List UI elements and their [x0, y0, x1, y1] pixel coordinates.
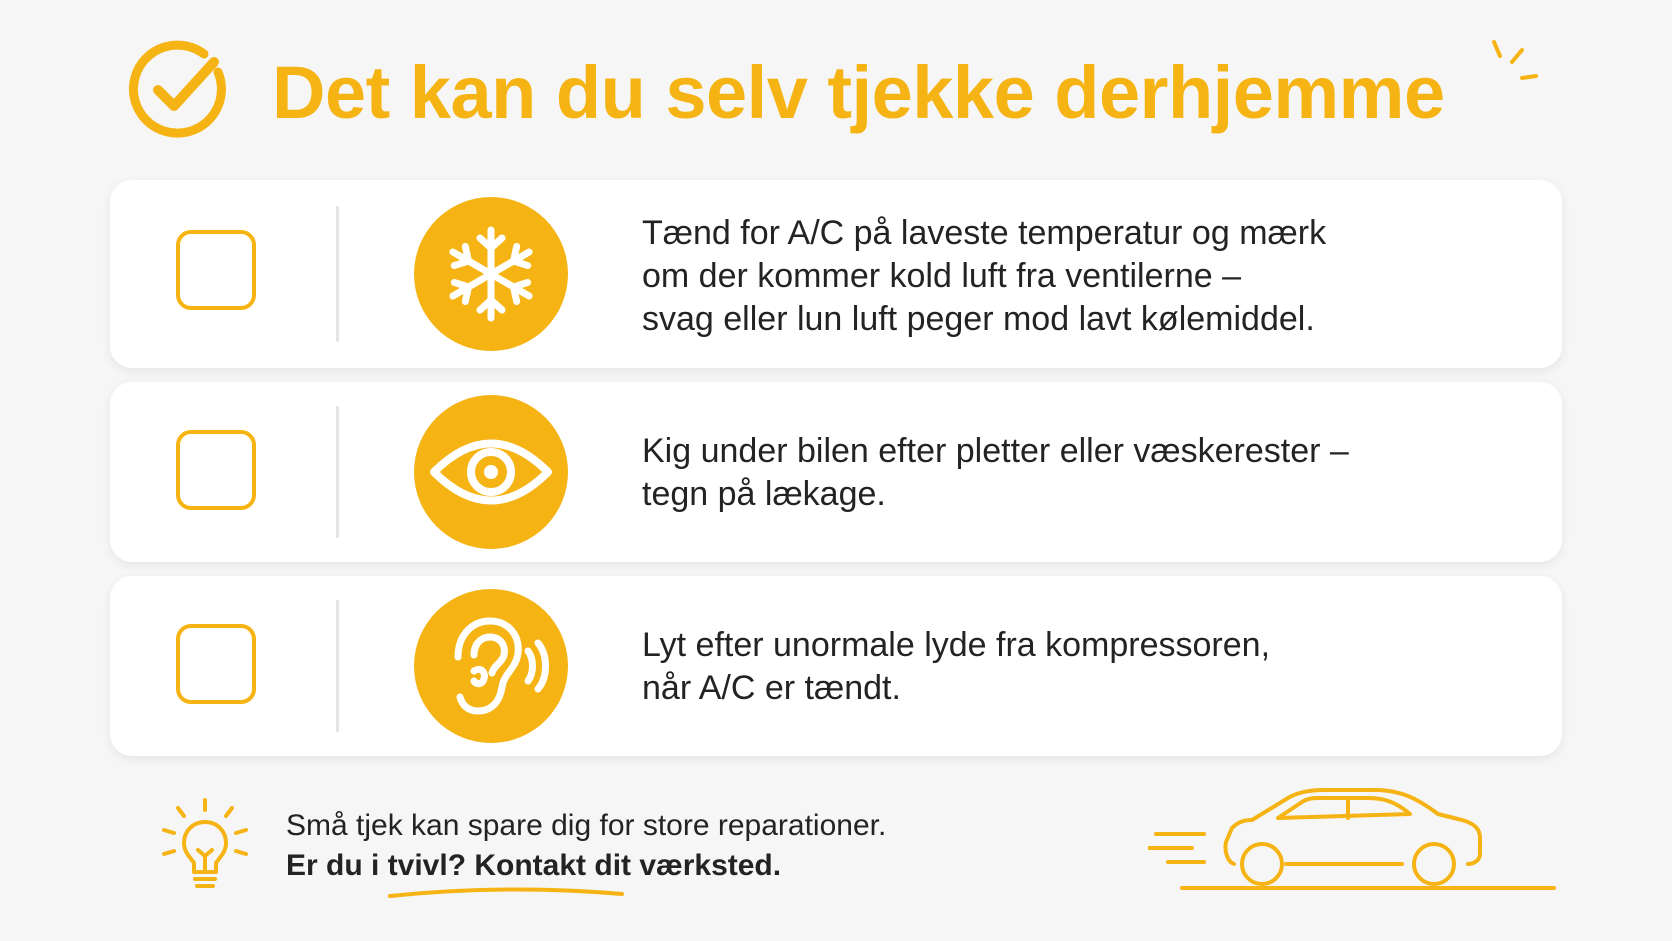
- checklist-checkbox[interactable]: [176, 230, 256, 310]
- checklist-text-line: Kig under bilen efter pletter eller væskerester –: [642, 432, 1349, 470]
- checklist-item-noise-check: [110, 576, 1562, 756]
- checklist-text-line: om der kommer kold luft fra ventilerne –: [642, 257, 1242, 295]
- checklist-text-line: Lyt efter unormale lyde fra kompressoren,: [642, 626, 1271, 664]
- checklist-item-ac-test: [110, 180, 1562, 368]
- checklist-checkbox[interactable]: [176, 624, 256, 704]
- eye-icon: [414, 395, 568, 549]
- lightbulb-icon: [160, 796, 250, 896]
- car-icon: [1148, 782, 1558, 900]
- checklist-text-line: svag eller lun luft peger mod lavt kølemiddel.: [642, 300, 1315, 338]
- checklist-text: [642, 212, 1522, 341]
- sparkle-icon: [1488, 38, 1544, 98]
- underline-stroke: [386, 886, 626, 902]
- footer-tip: [286, 806, 1046, 886]
- checklist-text-line: Tænd for A/C på laveste temperatur og mærk: [642, 214, 1327, 252]
- divider: [336, 406, 339, 538]
- snowflake-icon: [414, 197, 568, 351]
- tip-line-2: Er du i tvivl? Kontakt dit værksted.: [286, 849, 782, 882]
- ear-icon: [414, 589, 568, 743]
- checklist-item-leak-check: [110, 382, 1562, 562]
- divider: [336, 206, 339, 342]
- page-title: Det kan du selv tjekke derhjemme: [272, 51, 1445, 134]
- check-circle-icon: [128, 38, 232, 142]
- checklist-text-line: tegn på lækage.: [642, 475, 886, 513]
- divider: [336, 600, 339, 732]
- checklist-text: [642, 430, 1522, 516]
- checklist-checkbox[interactable]: [176, 430, 256, 510]
- tip-line-1: Små tjek kan spare dig for store reparationer.: [286, 809, 887, 842]
- checklist-text-line: når A/C er tændt.: [642, 669, 901, 707]
- checklist-text: [642, 624, 1522, 710]
